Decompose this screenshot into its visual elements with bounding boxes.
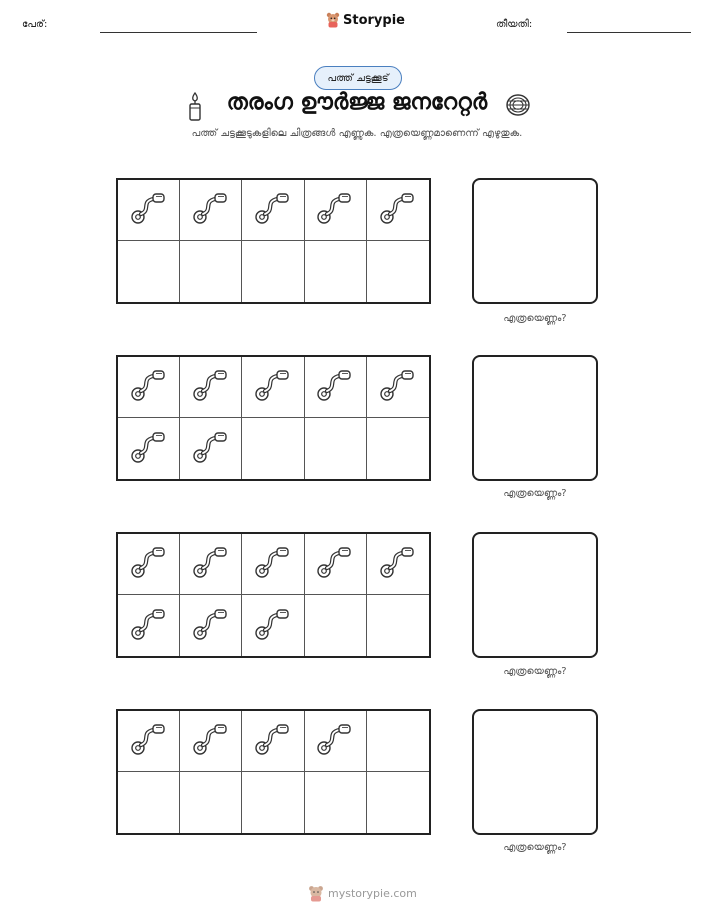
answer-prompt: എത്രയെണ്ണം? [503, 842, 567, 853]
frame-cell [118, 418, 180, 479]
frame-cell [305, 534, 367, 595]
frame-cell [118, 241, 180, 302]
frame-cell [242, 180, 304, 241]
frame-cell [367, 180, 429, 241]
crank-handle-icon [191, 544, 231, 584]
frame-cell [305, 711, 367, 772]
frame-cell [305, 180, 367, 241]
name-field[interactable] [100, 32, 257, 33]
frame-cell [180, 418, 242, 479]
frame-cell [118, 180, 180, 241]
frame-cell [242, 241, 304, 302]
frame-cell [180, 711, 242, 772]
frame-cell [242, 534, 304, 595]
brand-logo [326, 12, 405, 28]
answer-prompt: എത്രയെണ്ണം? [503, 488, 567, 499]
ten-frame [116, 355, 431, 481]
frame-cell [242, 711, 304, 772]
frame-cell [118, 534, 180, 595]
crank-handle-icon [191, 190, 231, 230]
frame-cell [367, 772, 429, 833]
frame-cell [180, 180, 242, 241]
frame-cell [242, 772, 304, 833]
frame-cell [118, 772, 180, 833]
frame-cell [118, 711, 180, 772]
candle-icon [186, 92, 204, 122]
crank-handle-icon [253, 190, 293, 230]
ten-frame [116, 532, 431, 658]
coil-icon [505, 93, 531, 117]
bear-mascot-icon [308, 885, 324, 902]
crank-handle-icon [191, 367, 231, 407]
frame-cell [367, 595, 429, 656]
crank-handle-icon [129, 367, 169, 407]
answer-prompt: എത്രയെണ്ണം? [503, 666, 567, 677]
frame-cell [180, 772, 242, 833]
frame-cell [118, 595, 180, 656]
ten-frame [116, 709, 431, 835]
crank-handle-icon [315, 544, 355, 584]
frame-cell [242, 418, 304, 479]
frame-cell [305, 418, 367, 479]
answer-box[interactable] [472, 178, 598, 304]
crank-handle-icon [191, 606, 231, 646]
answer-box[interactable] [472, 355, 598, 481]
footer-url: mystorypie.com [328, 887, 417, 900]
crank-handle-icon [191, 429, 231, 469]
crank-handle-icon [191, 721, 231, 761]
worksheet-title: തരംഗ ഊർജ്ജ ജനറേറ്റർ [226, 90, 488, 115]
frame-cell [367, 418, 429, 479]
ten-frame [116, 178, 431, 304]
frame-cell [367, 241, 429, 302]
frame-cell [367, 534, 429, 595]
brand-name: Storypie [343, 12, 405, 28]
crank-handle-icon [378, 190, 418, 230]
crank-handle-icon [253, 606, 293, 646]
frame-cell [180, 534, 242, 595]
crank-handle-icon [129, 190, 169, 230]
ten-frame-tag: പത്ത് ചട്ടക്കൂട് [314, 66, 402, 90]
answer-prompt: എത്രയെണ്ണം? [503, 313, 567, 324]
frame-cell [118, 357, 180, 418]
frame-cell [242, 595, 304, 656]
frame-cell [305, 357, 367, 418]
frame-cell [242, 357, 304, 418]
answer-box[interactable] [472, 709, 598, 835]
frame-cell [305, 241, 367, 302]
frame-cell [180, 595, 242, 656]
date-field[interactable] [567, 32, 691, 33]
instructions: പത്ത് ചട്ടക്കൂടുകളിലെ ചിത്രങ്ങൾ എണ്ണുക. എത്രയെണ്ണമാണെന്ന് എഴുതുക. [191, 128, 523, 139]
bear-mascot-icon [326, 12, 340, 28]
crank-handle-icon [129, 429, 169, 469]
crank-handle-icon [315, 190, 355, 230]
name-label: പേര്: [22, 19, 48, 30]
frame-cell [180, 241, 242, 302]
footer [308, 885, 417, 902]
crank-handle-icon [129, 544, 169, 584]
frame-cell [367, 357, 429, 418]
crank-handle-icon [129, 721, 169, 761]
crank-handle-icon [315, 367, 355, 407]
date-label: തീയതി: [496, 19, 533, 30]
answer-box[interactable] [472, 532, 598, 658]
crank-handle-icon [378, 367, 418, 407]
frame-cell [367, 711, 429, 772]
crank-handle-icon [129, 606, 169, 646]
crank-handle-icon [315, 721, 355, 761]
crank-handle-icon [253, 721, 293, 761]
frame-cell [305, 595, 367, 656]
frame-cell [305, 772, 367, 833]
crank-handle-icon [253, 544, 293, 584]
crank-handle-icon [378, 544, 418, 584]
crank-handle-icon [253, 367, 293, 407]
frame-cell [180, 357, 242, 418]
